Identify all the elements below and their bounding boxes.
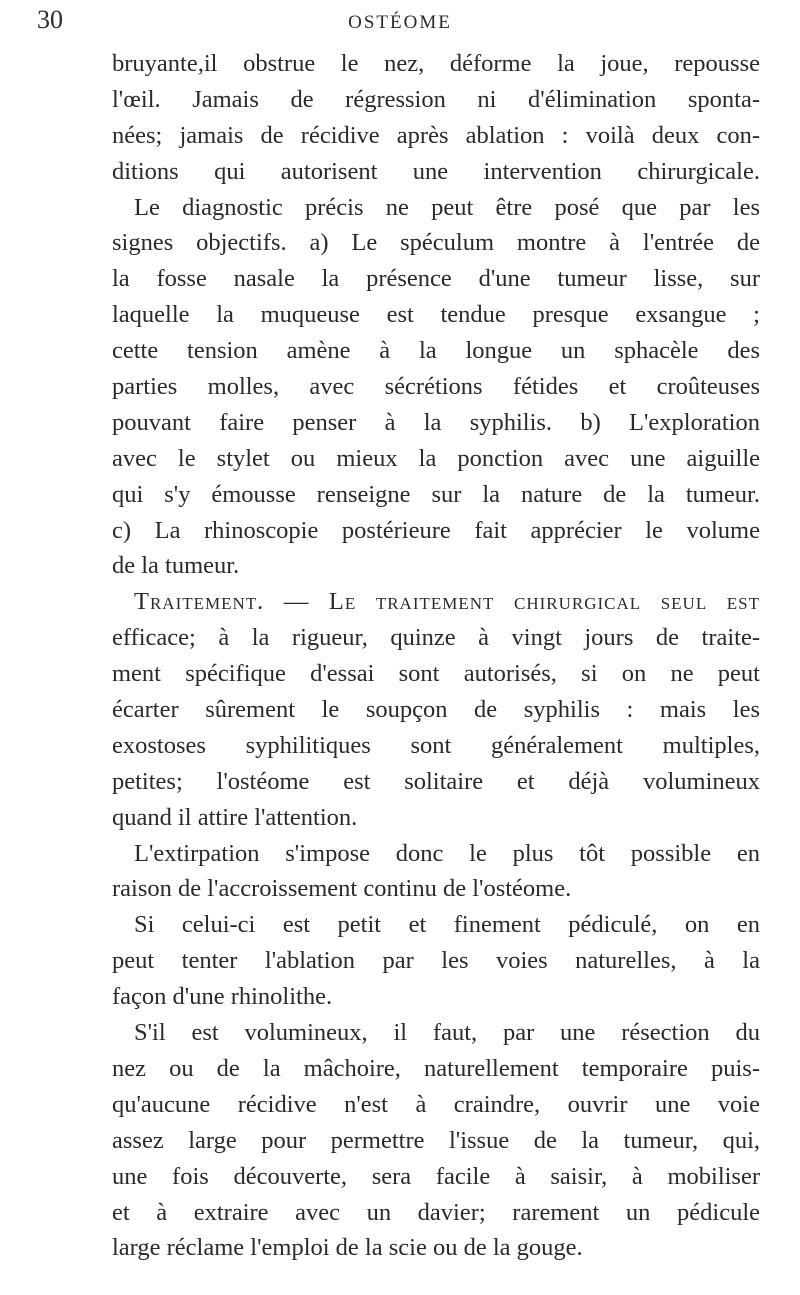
text-line: assez large pour permettre l'issue de la tumeur, qui, (112, 1126, 760, 1154)
text-line: ditions qui autorisent une intervention chirurgicale. (112, 157, 760, 185)
text-line: large réclame l'emploi de la scie ou de la gouge. (112, 1234, 583, 1262)
text-line: laquelle la muqueuse est tendue presque exsangue ; (112, 301, 760, 329)
text-line: L'extirpation s'impose donc le plus tôt possible en (134, 839, 760, 867)
text-line: nées; jamais de récidive après ablation : voilà deux con- (112, 121, 760, 149)
body-text (112, 46, 760, 1266)
text-line: Si celui-ci est petit et finement pédiculé, on en (134, 911, 760, 939)
text-line: pouvant faire penser à la syphilis. b) L'exploration (112, 408, 760, 436)
text-line: l'œil. Jamais de régression ni d'élimination sponta- (112, 85, 760, 113)
text-line: nez ou de la mâchoire, naturellement temporaire puis- (112, 1054, 760, 1082)
text-line: avec le stylet ou mieux la ponction avec une aiguille (112, 444, 760, 472)
text-line: c) La rhinoscopie postérieure fait apprécier le volume (112, 516, 760, 544)
running-title: OSTÉOME (348, 12, 452, 33)
text-line: la fosse nasale la présence d'une tumeur lisse, sur (112, 265, 760, 293)
text-line: une fois découverte, sera facile à saisir, à mobiliser (112, 1162, 760, 1190)
text-line: exostoses syphilitiques sont généralement multiples, (112, 731, 760, 759)
text-line: façon d'une rhinolithe. (112, 983, 333, 1011)
text-line: parties molles, avec sécrétions fétides et croûteuses (112, 373, 760, 401)
text-line: raison de l'accroissement continu de l'ostéome. (112, 875, 572, 903)
text-line: cette tension amène à la longue un sphacèle des (112, 337, 760, 365)
text-line: S'il est volumineux, il faut, par une résection du (134, 1019, 760, 1047)
text-line: Traitement. — Le traitement chirurgical seul est (134, 588, 760, 616)
text-line: signes objectifs. a) Le spéculum montre à l'entrée de (112, 229, 760, 257)
text-line: petites; l'ostéome est solitaire et déjà volumineux (112, 767, 760, 795)
text-line: et à extraire avec un davier; rarement un pédicule (112, 1198, 760, 1226)
text-line: efficace; à la rigueur, quinze à vingt jours de traite- (112, 624, 760, 652)
text-line: ment spécifique d'essai sont autorisés, si on ne peut (112, 660, 760, 688)
text-line: Le diagnostic précis ne peut être posé que par les (134, 193, 760, 221)
page-number: 30 (37, 5, 63, 34)
text-line: peut tenter l'ablation par les voies naturelles, à la (112, 947, 760, 975)
text-line: bruyante,il obstrue le nez, déforme la joue, repousse (112, 50, 760, 77)
text-line: qu'aucune récidive n'est à craindre, ouvrir une voie (112, 1090, 760, 1118)
text-line: qui s'y émousse renseigne sur la nature de la tumeur. (112, 480, 760, 508)
text-line: de la tumeur. (112, 552, 240, 580)
text-line: écarter sûrement le soupçon de syphilis : mais les (112, 696, 760, 724)
text-line: quand il attire l'attention. (112, 803, 358, 831)
